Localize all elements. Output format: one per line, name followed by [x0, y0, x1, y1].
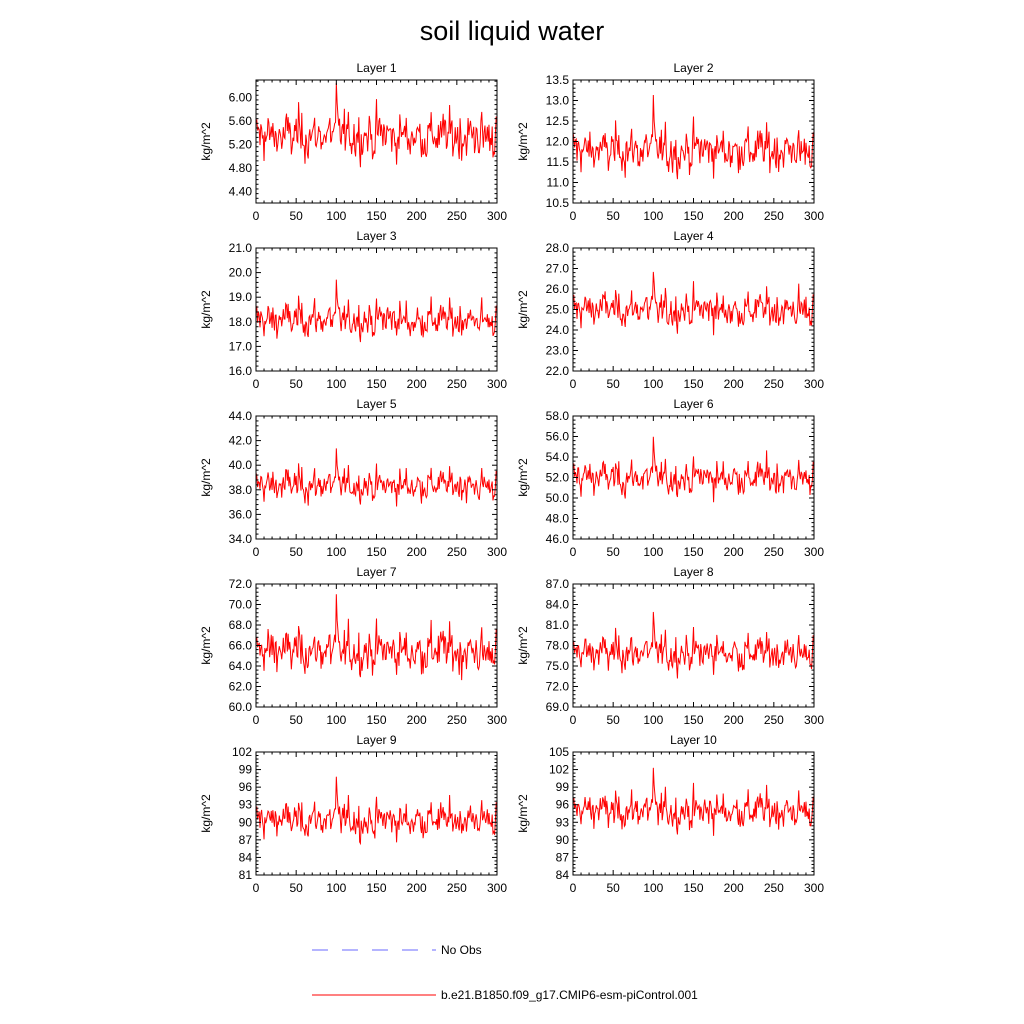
- x-tick-label: 250: [763, 545, 784, 559]
- x-tick-label: 0: [569, 713, 577, 727]
- y-tick-label: 70.0: [228, 597, 252, 612]
- y-tick-label: 99: [238, 762, 252, 777]
- y-axis-label: kg/m^2: [516, 290, 530, 329]
- x-tick-label: 100: [326, 713, 347, 727]
- y-tick-label: 54.0: [545, 450, 569, 464]
- x-tick-label: 300: [803, 377, 825, 391]
- panel-title: Layer 7: [356, 565, 397, 579]
- x-tick-label: 100: [326, 545, 347, 559]
- x-tick-label: 50: [606, 377, 620, 391]
- x-tick-label: 250: [763, 209, 784, 223]
- x-tick-label: 200: [723, 881, 744, 895]
- panel-title: Layer 9: [356, 733, 397, 747]
- x-tick-label: 50: [289, 209, 303, 223]
- chart-title: soil liquid water: [419, 16, 605, 46]
- x-tick-label: 0: [252, 209, 260, 223]
- y-tick-label: 87: [238, 832, 252, 847]
- y-tick-label: 84: [555, 868, 569, 882]
- panel-layer-4: [516, 229, 824, 391]
- panel-title: Layer 1: [356, 61, 397, 75]
- y-tick-label: 50.0: [545, 491, 569, 505]
- x-tick-label: 50: [289, 713, 303, 727]
- y-tick-label: 19.0: [228, 290, 252, 305]
- y-tick-label: 68.0: [228, 618, 252, 632]
- x-tick-label: 200: [723, 713, 744, 727]
- panel-title: Layer 3: [356, 229, 397, 243]
- x-tick-label: 200: [406, 545, 427, 559]
- y-axis-label: kg/m^2: [199, 122, 213, 161]
- panel-title: Layer 10: [670, 733, 717, 747]
- legend: [312, 943, 698, 1002]
- x-tick-label: 300: [803, 209, 825, 223]
- series-line: [256, 594, 496, 680]
- panel-layer-6: [516, 397, 824, 559]
- x-tick-label: 0: [569, 545, 577, 559]
- y-tick-label: 24.0: [545, 323, 569, 337]
- x-tick-label: 300: [486, 713, 508, 727]
- series-line: [573, 95, 813, 179]
- x-tick-label: 200: [723, 377, 744, 391]
- y-tick-label: 4.80: [228, 160, 252, 175]
- panel-title: Layer 6: [673, 397, 714, 411]
- y-axis-label: kg/m^2: [199, 458, 213, 497]
- x-tick-label: 250: [446, 881, 467, 895]
- x-tick-label: 300: [803, 881, 825, 895]
- y-axis-label: kg/m^2: [199, 794, 213, 833]
- x-tick-label: 250: [763, 713, 784, 727]
- x-tick-label: 150: [366, 545, 387, 559]
- x-tick-label: 100: [643, 881, 664, 895]
- x-tick-label: 150: [683, 209, 704, 223]
- series-line: [573, 437, 813, 502]
- x-tick-label: 0: [252, 713, 260, 727]
- panel-layer-1: [199, 61, 507, 223]
- x-tick-label: 250: [446, 713, 467, 727]
- y-axis-label: kg/m^2: [516, 458, 530, 497]
- plot-frame: [256, 752, 497, 875]
- y-tick-label: 58.0: [545, 409, 569, 423]
- y-tick-label: 96: [555, 797, 569, 812]
- y-tick-label: 105: [548, 745, 569, 759]
- y-tick-label: 13.5: [545, 73, 569, 87]
- y-tick-label: 13.0: [545, 93, 569, 108]
- x-tick-label: 150: [683, 713, 704, 727]
- panel-layer-3: [199, 229, 507, 391]
- y-tick-label: 11.5: [546, 155, 569, 169]
- y-tick-label: 17.0: [228, 339, 252, 354]
- x-tick-label: 0: [252, 377, 260, 391]
- y-tick-label: 38.0: [228, 482, 252, 497]
- y-axis-label: kg/m^2: [516, 626, 530, 665]
- y-tick-label: 20.0: [228, 265, 252, 280]
- y-tick-label: 44.0: [228, 409, 252, 423]
- x-tick-label: 200: [406, 881, 427, 895]
- y-tick-label: 84.0: [545, 597, 569, 612]
- y-tick-label: 46.0: [545, 532, 569, 546]
- y-tick-label: 84: [238, 850, 252, 865]
- x-tick-label: 300: [803, 545, 825, 559]
- x-tick-label: 50: [289, 377, 303, 391]
- y-tick-label: 102: [548, 762, 569, 777]
- y-tick-label: 81.0: [545, 618, 569, 632]
- y-axis-label: kg/m^2: [516, 794, 530, 833]
- x-tick-label: 100: [326, 377, 347, 391]
- y-axis-label: kg/m^2: [199, 626, 213, 665]
- y-tick-label: 12.5: [545, 114, 569, 128]
- x-tick-label: 200: [723, 209, 744, 223]
- x-tick-label: 0: [252, 881, 260, 895]
- x-tick-label: 0: [569, 881, 577, 895]
- x-tick-label: 200: [406, 377, 427, 391]
- x-tick-label: 50: [606, 881, 620, 895]
- x-tick-label: 50: [289, 881, 303, 895]
- x-tick-label: 150: [683, 881, 704, 895]
- x-tick-label: 300: [486, 209, 508, 223]
- panel-title: Layer 8: [673, 565, 714, 579]
- series-line: [256, 280, 496, 342]
- y-tick-label: 16.0: [228, 364, 252, 378]
- panel-title: Layer 5: [356, 397, 397, 411]
- y-tick-label: 60.0: [228, 700, 252, 714]
- chart-panels: [199, 61, 824, 895]
- legend-label-model: b.e21.B1850.f09_g17.CMIP6-esm-piControl.001: [441, 988, 698, 1002]
- y-axis-label: kg/m^2: [516, 122, 530, 161]
- x-tick-label: 250: [446, 209, 467, 223]
- panel-layer-7: [199, 565, 507, 727]
- y-tick-label: 48.0: [545, 511, 569, 526]
- x-tick-label: 300: [486, 545, 508, 559]
- x-tick-label: 0: [252, 545, 260, 559]
- y-tick-label: 90: [555, 832, 569, 847]
- y-tick-label: 26.0: [545, 282, 569, 296]
- y-tick-label: 93: [238, 797, 252, 812]
- x-tick-label: 250: [446, 377, 467, 391]
- y-tick-label: 72.0: [228, 577, 252, 591]
- x-tick-label: 300: [803, 713, 825, 727]
- x-tick-label: 50: [606, 545, 620, 559]
- y-tick-label: 12.0: [545, 134, 569, 149]
- series-line: [256, 777, 496, 844]
- y-tick-label: 5.60: [228, 114, 252, 128]
- y-tick-label: 69.0: [545, 700, 569, 714]
- panel-layer-10: [516, 733, 824, 895]
- x-tick-label: 100: [643, 377, 664, 391]
- y-tick-label: 6.00: [228, 90, 252, 105]
- y-tick-label: 10.5: [545, 196, 569, 210]
- panel-layer-8: [516, 565, 824, 727]
- y-tick-label: 28.0: [545, 241, 569, 255]
- y-tick-label: 75.0: [545, 659, 569, 673]
- y-tick-label: 5.20: [228, 137, 252, 152]
- panel-layer-5: [199, 397, 507, 559]
- y-tick-label: 40.0: [228, 458, 252, 473]
- y-tick-label: 42.0: [228, 433, 252, 448]
- series-line: [256, 83, 496, 167]
- x-tick-label: 100: [643, 713, 664, 727]
- y-tick-label: 52.0: [545, 470, 569, 485]
- series-line: [256, 448, 496, 506]
- x-tick-label: 100: [643, 545, 664, 559]
- y-tick-label: 81: [238, 868, 252, 882]
- y-tick-label: 66.0: [228, 638, 252, 653]
- y-tick-label: 64.0: [228, 659, 252, 673]
- y-tick-label: 96: [238, 780, 252, 795]
- x-tick-label: 200: [406, 209, 427, 223]
- x-tick-label: 200: [723, 545, 744, 559]
- plot-frame: [573, 80, 814, 203]
- panel-layer-2: [516, 61, 824, 223]
- y-tick-label: 78.0: [545, 638, 569, 653]
- x-tick-label: 0: [569, 209, 577, 223]
- series-line: [573, 768, 813, 836]
- y-tick-label: 22.0: [545, 364, 569, 378]
- panel-layer-9: [199, 733, 507, 895]
- y-tick-label: 4.40: [228, 184, 252, 199]
- x-tick-label: 150: [683, 377, 704, 391]
- y-tick-label: 36.0: [228, 507, 252, 522]
- x-tick-label: 250: [763, 881, 784, 895]
- panel-title: Layer 4: [673, 229, 714, 243]
- x-tick-label: 0: [569, 377, 577, 391]
- series-line: [573, 272, 813, 335]
- legend-label-no-obs: No Obs: [441, 943, 482, 957]
- y-tick-label: 90: [238, 815, 252, 830]
- y-tick-label: 11.0: [546, 175, 569, 190]
- x-tick-label: 100: [326, 209, 347, 223]
- panel-title: Layer 2: [673, 61, 714, 75]
- y-tick-label: 99: [555, 780, 569, 795]
- y-tick-label: 72.0: [545, 679, 569, 694]
- y-tick-label: 23.0: [545, 343, 569, 358]
- y-tick-label: 87: [555, 850, 569, 865]
- x-tick-label: 150: [366, 209, 387, 223]
- y-axis-label: kg/m^2: [199, 290, 213, 329]
- x-tick-label: 250: [763, 377, 784, 391]
- x-tick-label: 300: [486, 377, 508, 391]
- y-tick-label: 62.0: [228, 679, 252, 694]
- x-tick-label: 150: [366, 377, 387, 391]
- x-tick-label: 100: [326, 881, 347, 895]
- x-tick-label: 100: [643, 209, 664, 223]
- series-line: [573, 612, 813, 679]
- y-tick-label: 25.0: [545, 302, 569, 317]
- x-tick-label: 150: [366, 881, 387, 895]
- x-tick-label: 50: [606, 713, 620, 727]
- x-tick-label: 300: [486, 881, 508, 895]
- y-tick-label: 102: [231, 745, 252, 759]
- plot-frame: [573, 584, 814, 707]
- y-tick-label: 34.0: [228, 532, 252, 546]
- x-tick-label: 50: [289, 545, 303, 559]
- x-tick-label: 50: [606, 209, 620, 223]
- x-tick-label: 150: [366, 713, 387, 727]
- y-tick-label: 21.0: [228, 241, 252, 255]
- x-tick-label: 150: [683, 545, 704, 559]
- y-tick-label: 93: [555, 815, 569, 830]
- y-tick-label: 56.0: [545, 429, 569, 444]
- y-tick-label: 27.0: [545, 261, 569, 276]
- x-tick-label: 200: [406, 713, 427, 727]
- y-tick-label: 18.0: [228, 314, 252, 329]
- x-tick-label: 250: [446, 545, 467, 559]
- y-tick-label: 87.0: [545, 577, 569, 591]
